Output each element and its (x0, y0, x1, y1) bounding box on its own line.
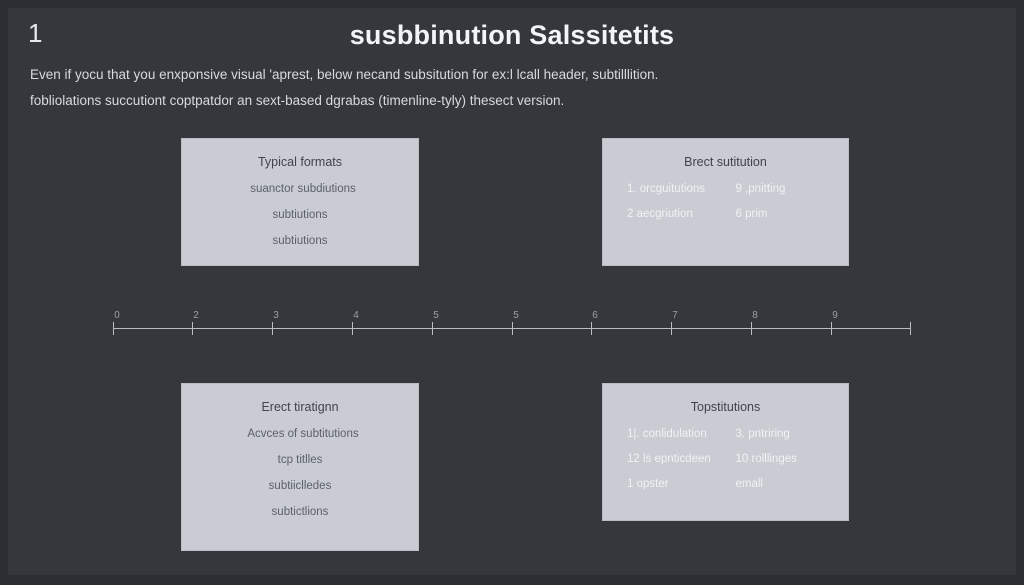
card-item: 12 ls epnticdeen (627, 453, 711, 465)
timeline-tick-label: 4 (353, 310, 359, 321)
timeline-tick (192, 322, 193, 335)
card-line: subtictlions (271, 506, 329, 518)
card-line: subtiutions (272, 235, 328, 247)
card-item: 1 opster (627, 478, 669, 490)
timeline-tick (432, 322, 433, 335)
timeline-tick (272, 322, 273, 335)
card-item: 1. orcguitutions (627, 183, 705, 195)
card-line: Acvces of subtitutions (247, 428, 359, 440)
card-item: 1|. conlidulation (627, 428, 707, 440)
intro-line-2: fobliolations succutiont coptpatdor an sext-based dgrabas (timenline-tyly) thesect version. (30, 93, 565, 109)
card-columns (603, 183, 848, 233)
card-column-left (627, 428, 726, 503)
timeline-tick (751, 322, 752, 335)
timeline-tick-label: 7 (672, 310, 678, 321)
timeline-tick (831, 322, 832, 335)
card-title: Topstitutions (690, 400, 761, 414)
card-item: emall (735, 478, 763, 490)
card-item: 10 rolllinges (735, 453, 797, 465)
card-brect-sutitution[interactable] (602, 138, 849, 266)
timeline-tick-label: 8 (752, 310, 758, 321)
timeline-tick (512, 322, 513, 335)
card-line: subtiutions (272, 209, 328, 221)
timeline-tick (671, 322, 672, 335)
card-title: Typical formats (257, 155, 343, 169)
card-columns (603, 428, 848, 503)
timeline-tick-label: 3 (273, 310, 279, 321)
card-title: Erect tiratignn (261, 400, 339, 414)
card-line: suanctor subdiutions (250, 183, 356, 195)
card-item: 2 aecgriution (627, 208, 693, 220)
intro-line-1: Even if yocu that you enxponsive visual 'aprest, below necand subsitution for ex:l lcall header, subtilllition. (30, 67, 659, 82)
timeline-tick-label: 5 (513, 310, 519, 321)
card-typical-formats[interactable] (181, 138, 419, 266)
card-item: 3. pntriring (735, 428, 790, 440)
card-title: Brect sutitution (684, 155, 767, 169)
page-title: susbbinution Salssitetits (349, 20, 675, 50)
timeline-tick (591, 322, 592, 335)
timeline-tick-label: 9 (832, 310, 838, 321)
card-topstitutions[interactable] (602, 383, 849, 521)
timeline-tick (910, 322, 911, 335)
card-erect-tiratignn[interactable] (181, 383, 419, 551)
timeline-tick (113, 322, 114, 335)
card-line: tcp titlles (277, 454, 323, 466)
timeline-tick-label: 6 (592, 310, 598, 321)
slide-number: 1 (28, 18, 43, 48)
intro-paragraph (30, 62, 990, 115)
timeline-axis (113, 310, 911, 330)
card-column-left (627, 183, 726, 233)
card-item: 9 ,pnitting (735, 183, 786, 195)
timeline-tick-label: 2 (193, 310, 199, 321)
timeline-tick (352, 322, 353, 335)
card-column-right (726, 428, 825, 503)
timeline-tick-label: 5 (433, 310, 439, 321)
card-item: 6 prim (735, 208, 768, 220)
timeline-tick-label: 0 (114, 310, 120, 321)
card-line: subtiiclledes (268, 480, 332, 492)
card-column-right (726, 183, 825, 233)
